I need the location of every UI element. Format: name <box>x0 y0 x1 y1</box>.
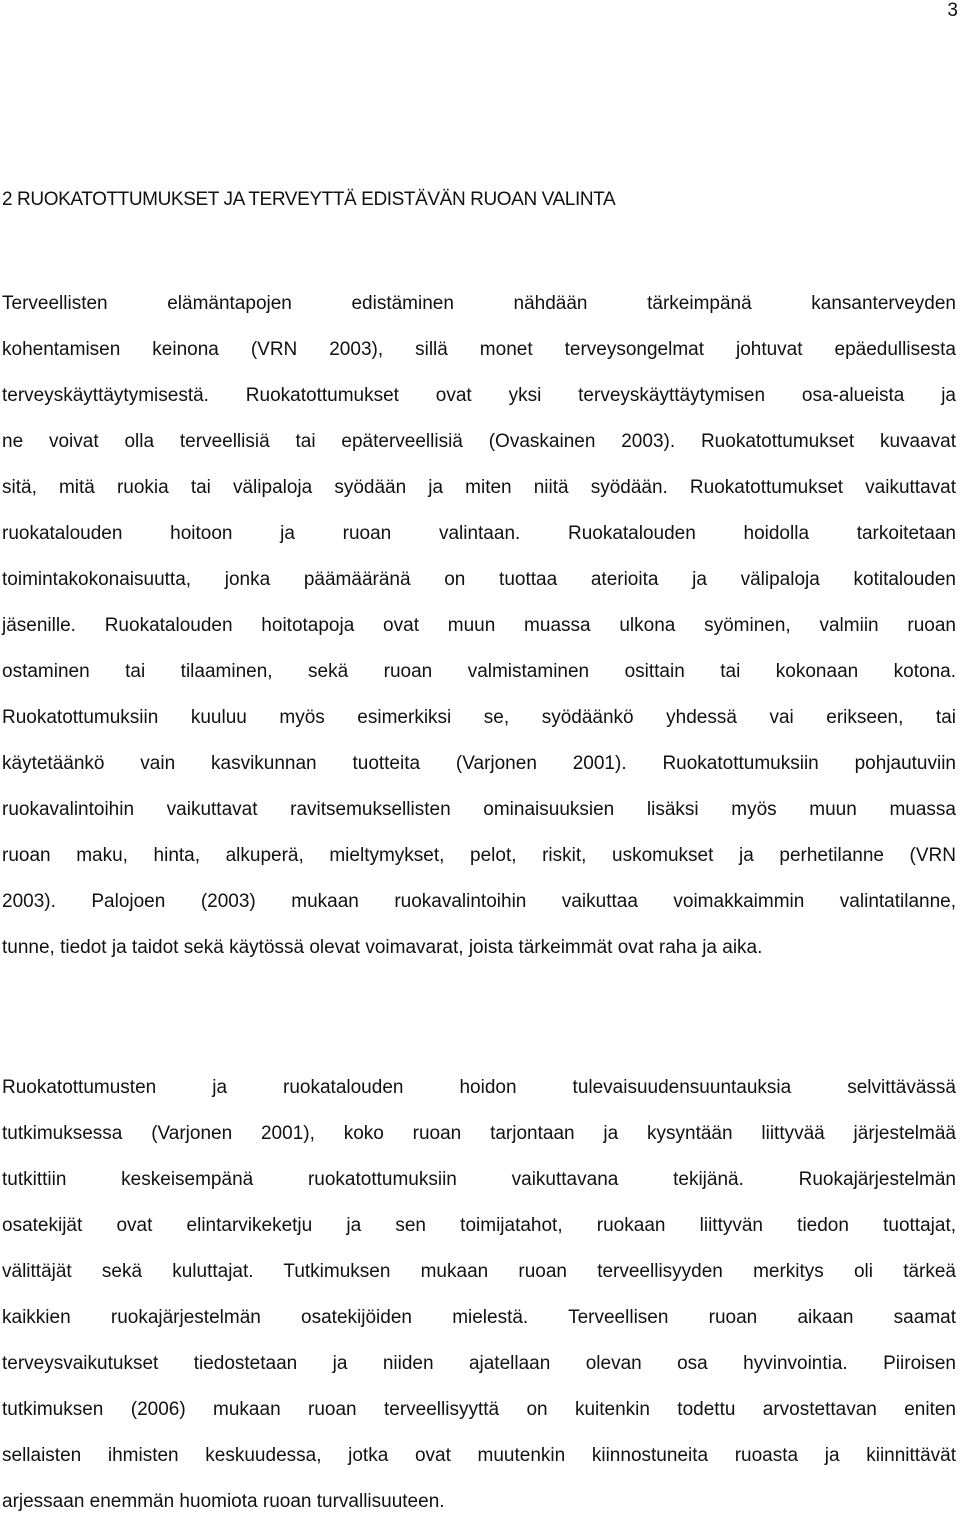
paragraph-line: tutkimuksessa (Varjonen 2001), koko ruoan tarjontaan ja kysyntään liittyvää järjestelmää <box>2 1123 956 1144</box>
paragraph-line: käytetäänkö vain kasvikunnan tuotteita (Varjonen 2001). Ruokatottumuksiin pohjautuviin <box>2 753 956 774</box>
paragraph-line: jäsenille. Ruokatalouden hoitotapoja ovat muun muassa ulkona syöminen, valmiin ruoan <box>2 615 956 636</box>
paragraph-line: terveyskäyttäytymisestä. Ruokatottumukset ovat yksi terveyskäyttäytymisen osa-alueista ja <box>2 385 956 406</box>
paragraph-2 <box>2 1065 956 1525</box>
paragraph-line: Ruokatottumusten ja ruokatalouden hoidon tulevaisuudensuuntauksia selvittävässä <box>2 1077 956 1098</box>
paragraph-line: ne voivat olla terveellisiä tai epäterveellisiä (Ovaskainen 2003). Ruokatottumukset kuvaavat <box>2 431 956 452</box>
paragraph-line: sitä, mitä ruokia tai välipaloja syödään ja miten niitä syödään. Ruokatottumukset vaikuttavat <box>2 477 956 498</box>
paragraph-line: sellaisten ihmisten keskuudessa, jotka ovat muutenkin kiinnostuneita ruoasta ja kiinnittävät <box>2 1445 956 1466</box>
paragraph-line: toimintakokonaisuutta, jonka päämääränä on tuottaa aterioita ja välipaloja kotitalouden <box>2 569 956 590</box>
paragraph-line: kohentamisen keinona (VRN 2003), sillä monet terveysongelmat johtuvat epäedullisesta <box>2 339 956 360</box>
paragraph-line: tutkittiin keskeisempänä ruokatottumuksiin vaikuttavana tekijänä. Ruokajärjestelmän <box>2 1169 956 1190</box>
paragraph-line: tutkimuksen (2006) mukaan ruoan terveellisyyttä on kuitenkin todettu arvostettavan eniten <box>2 1399 956 1420</box>
paragraph-line: ruokavalintoihin vaikuttavat ravitsemuksellisten ominaisuuksien lisäksi myös muun muassa <box>2 799 956 820</box>
paragraph-line: osatekijät ovat elintarvikeketju ja sen toimijatahot, ruokaan liittyvän tiedon tuottajat, <box>2 1215 956 1236</box>
paragraph-1 <box>2 281 956 971</box>
paragraph-line: ruoan maku, hinta, alkuperä, mieltymykset, pelot, riskit, uskomukset ja perhetilanne (VRN <box>2 845 956 866</box>
paragraph-line: tunne, tiedot ja taidot sekä käytössä olevat voimavarat, joista tärkeimmät ovat raha ja aika. <box>2 937 763 958</box>
paragraph-line: Ruokatottumuksiin kuuluu myös esimerkiksi se, syödäänkö yhdessä vai erikseen, tai <box>2 707 956 728</box>
paragraph-line: terveysvaikutukset tiedostetaan ja niiden ajatellaan olevan osa hyvinvointia. Piiroisen <box>2 1353 956 1374</box>
paragraph-line: Terveellisten elämäntapojen edistäminen nähdään tärkeimpänä kansanterveyden <box>2 293 956 314</box>
paragraph-line: ostaminen tai tilaaminen, sekä ruoan valmistaminen osittain tai kokonaan kotona. <box>2 661 956 682</box>
paragraph-line: ruokatalouden hoitoon ja ruoan valintaan. Ruokatalouden hoidolla tarkoitetaan <box>2 523 956 544</box>
paragraph-line: kaikkien ruokajärjestelmän osatekijöiden mielestä. Terveellisen ruoan aikaan saamat <box>2 1307 956 1328</box>
section-heading: 2 RUOKATOTTUMUKSET JA TERVEYTTÄ EDISTÄVÄN RUOAN VALINTA <box>2 189 616 210</box>
paragraph-line: arjessaan enemmän huomiota ruoan turvallisuuteen. <box>2 1491 445 1512</box>
paragraph-line: 2003). Palojoen (2003) mukaan ruokavalintoihin vaikuttaa voimakkaimmin valintatilanne, <box>2 891 956 912</box>
paragraph-line: välittäjät sekä kuluttajat. Tutkimuksen mukaan ruoan terveellisyyden merkitys oli tärkeä <box>2 1261 956 1282</box>
page-number: 3 <box>947 0 958 21</box>
